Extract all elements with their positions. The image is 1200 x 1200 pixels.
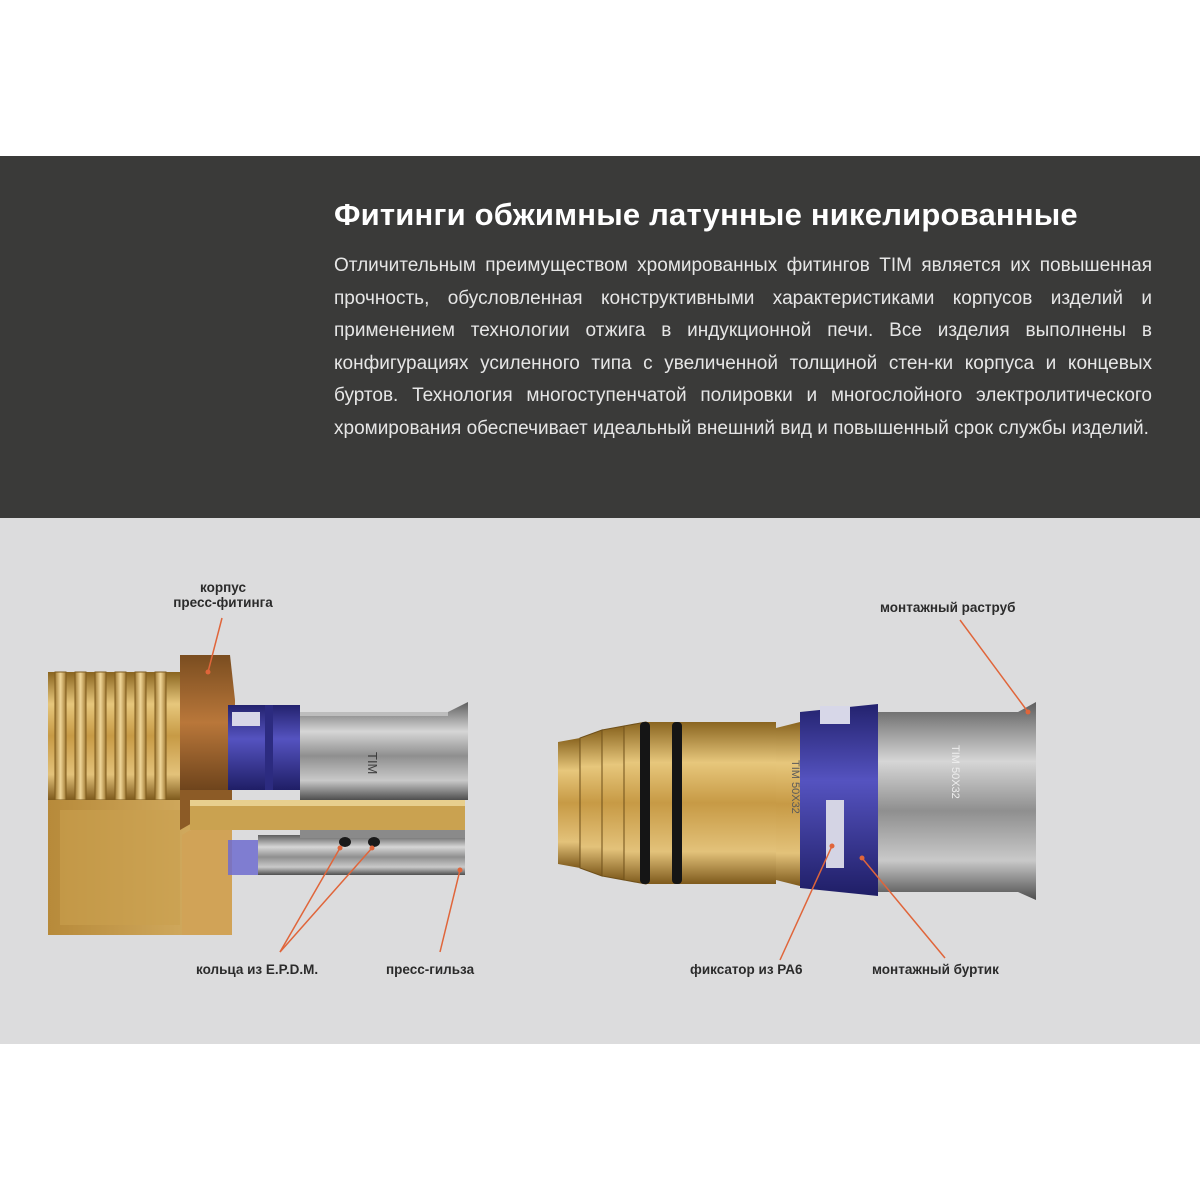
spigot-body [646, 722, 776, 884]
label-socket: монтажный раструб [880, 600, 1016, 615]
page-title: Фитинги обжимные латунные никелированные [334, 197, 1078, 232]
o-ring-2 [672, 722, 682, 884]
label-body [158, 580, 288, 610]
epdm-ring-1 [339, 837, 351, 847]
right-fitting [558, 702, 1036, 900]
sleeve-marking-right-b: TIM 50X32 [949, 745, 961, 799]
pipe-section-left [258, 835, 465, 875]
sleeve-marking-right-a: TIM 50X32 [789, 760, 801, 814]
sleeve-marking-left: TIM [365, 752, 380, 775]
press-sleeve-right [878, 702, 1036, 900]
hex-nut [180, 655, 235, 790]
label-collar: монтажный буртик [872, 962, 999, 977]
barbs [580, 722, 646, 884]
label-epdm-rings: кольца из E.P.D.M. [196, 962, 319, 977]
label-body-line2: пресс-фитинга [173, 595, 273, 610]
description-text: Отличительным преимуществом хромированных фитингов TIM является их повышенная прочность, обусловленная конструктивными характеристиками корпусов изделий и применением технологии отжига в индукционной печи. Все изделия выполнены в конфигурациях усиленного типа с увеличенной толщиной стен-ки корпуса и концевых буртов. Технология многоступенчатой полировки и многослойного электролитического хромирования обеспечивает идеальный внешний вид и повышенный срок службы изделий. [334, 255, 1152, 439]
label-body-line1: корпус [200, 580, 246, 595]
label-retainer: фиксатор из PA6 [690, 962, 803, 977]
press-sleeve-left [300, 702, 468, 800]
label-press-sleeve: пресс-гильза [386, 962, 475, 977]
o-ring-1 [640, 722, 650, 884]
left-fitting [48, 655, 468, 935]
epdm-ring-2 [368, 837, 380, 847]
